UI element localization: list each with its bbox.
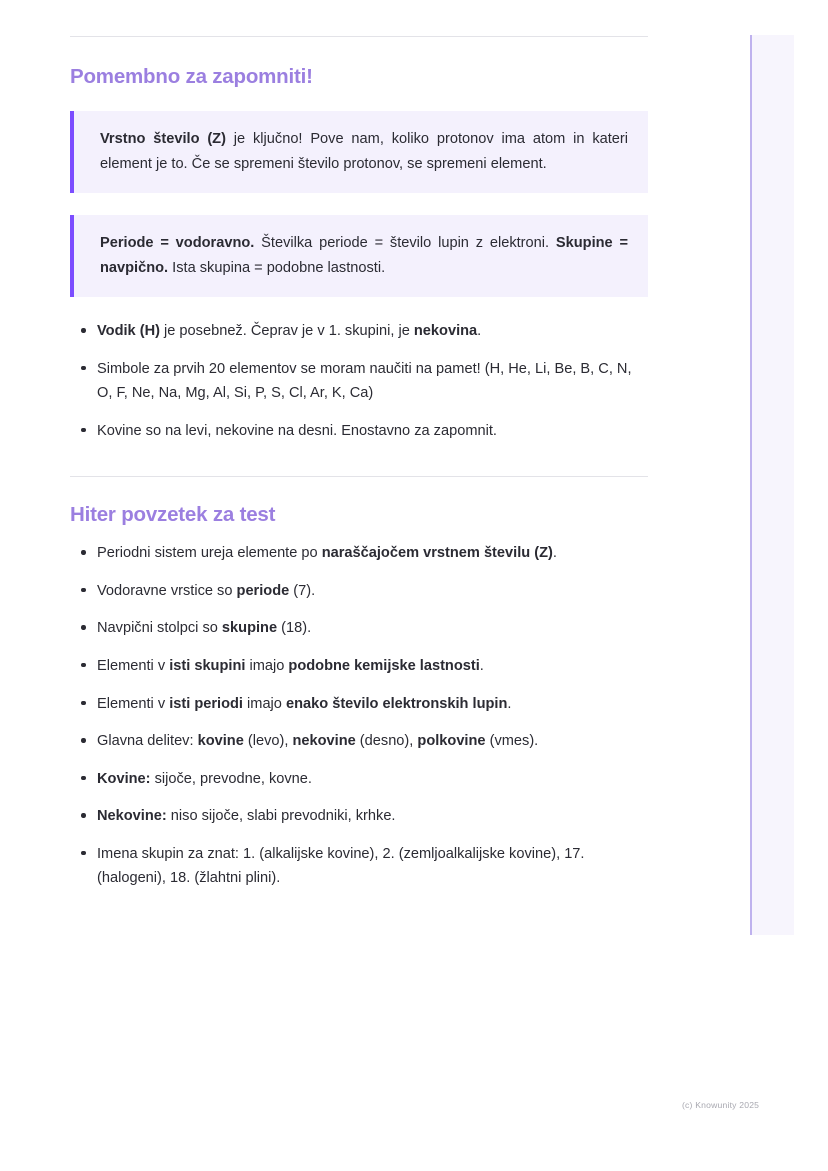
important-notes-list (70, 319, 648, 443)
divider-top (70, 36, 648, 37)
bullet-text-2: (18). (277, 620, 312, 637)
list-item (70, 419, 648, 444)
list-item (70, 319, 648, 344)
callout-text: je ključno! Pove nam, koliko protonov ima atom in kateri element je to. Če se spremeni število protonov, se spremeni element. (100, 131, 629, 173)
bullet-bold-2: periode (236, 582, 290, 599)
bullet-text-3: . (507, 695, 512, 712)
list-item (70, 579, 648, 604)
bullet-text-1: Periodni sistem ureja elemente po (97, 545, 322, 562)
bullet-bold-2: isti skupini (169, 657, 246, 674)
bullet-text-2: . (552, 545, 557, 562)
callout-lead-2: Skupine = navpično. (100, 235, 628, 277)
bullet-bold-2: nekovina (413, 323, 478, 340)
bullet-bold-3: enako število elektronskih lupin (285, 695, 508, 712)
list-item (70, 767, 648, 792)
bullet-bold-1: Kovine: (97, 770, 151, 787)
bullet-text-2: . (477, 323, 482, 340)
bullet-text-4: (vmes). (485, 733, 539, 750)
bullet-bold-4: polkovine (417, 733, 486, 750)
bullet-text-3: (desno), (355, 733, 418, 750)
bullet-text-1: Elementi v (97, 695, 170, 712)
bullet-text-3: . (479, 657, 484, 674)
decorative-side-bar (750, 35, 794, 935)
list-item (70, 357, 648, 406)
bullet-bold-1: Vodik (H) (97, 323, 160, 340)
bullet-text-1: Kovine so na levi, nekovine na desni. Enostavno za zapomnit. (97, 422, 497, 439)
page-title: Pomembno za zapomniti! (70, 65, 313, 88)
list-item (70, 842, 648, 891)
list-item (70, 692, 648, 717)
document-content (70, 36, 648, 904)
bullet-bold-2: naraščajočem vrstnem številu (Z) (321, 545, 553, 562)
callout-text: Številka periode = število lupin z elektroni. (254, 235, 556, 252)
bullet-bold-2: skupine (221, 620, 278, 637)
list-item (70, 729, 648, 754)
list-item (70, 804, 648, 829)
list-item (70, 654, 648, 679)
bullet-text-1: Glavna delitev: (97, 733, 198, 750)
callout-text-2: Ista skupina = podobne lastnosti. (168, 260, 386, 277)
bullet-text-1: Simbole za prvih 20 elementov se moram naučiti na pamet! (H, He, Li, Be, B, C, N, O, F, Ne, Na, Mg, Al, Si, P, S, Cl, Ar, K, Ca) (97, 360, 632, 402)
summary-list (70, 541, 648, 890)
divider-middle (70, 476, 648, 477)
callout-lead: Vrstno število (Z) (100, 131, 226, 147)
bullet-text-1: Navpični stolpci so (97, 620, 222, 637)
callout-vrstno-stevilo (70, 111, 648, 193)
bullet-bold-2: kovine (197, 733, 244, 750)
section-title-summary: Hiter povzetek za test (70, 503, 276, 527)
bullet-bold-2: isti periodi (169, 695, 243, 712)
bullet-text-1: niso sijoče, slabi prevodniki, krhke. (166, 808, 396, 825)
bullet-text-2: (7). (289, 582, 316, 599)
bullet-text-2: imajo (245, 657, 289, 674)
list-item (70, 616, 648, 641)
bullet-text-1: Vodoravne vrstice so (97, 582, 237, 599)
bullet-bold-1: Nekovine: (97, 808, 167, 825)
footer-copyright: (c) Knowunity 2025 (682, 1100, 760, 1110)
bullet-text-1: Imena skupin za znat: 1. (alkalijske kovine), 2. (zemljoalkalijske kovine), 17. (halogeni), 18. (žlahtni plini). (97, 845, 585, 887)
bullet-text-2: imajo (242, 695, 286, 712)
callout-lead: Periode = vodoravno. (100, 235, 255, 252)
bullet-bold-3: podobne kemijske lastnosti (288, 657, 480, 674)
bullet-bold-3: nekovine (292, 733, 356, 750)
list-item (70, 541, 648, 566)
bullet-text-1: sijoče, prevodne, kovne. (150, 770, 312, 787)
bullet-text-1: je posebnež. Čeprav je v 1. skupini, je (159, 323, 414, 340)
callout-periode-skupine (70, 215, 648, 297)
bullet-text-2: (levo), (243, 733, 293, 750)
bullet-text-1: Elementi v (97, 657, 170, 674)
